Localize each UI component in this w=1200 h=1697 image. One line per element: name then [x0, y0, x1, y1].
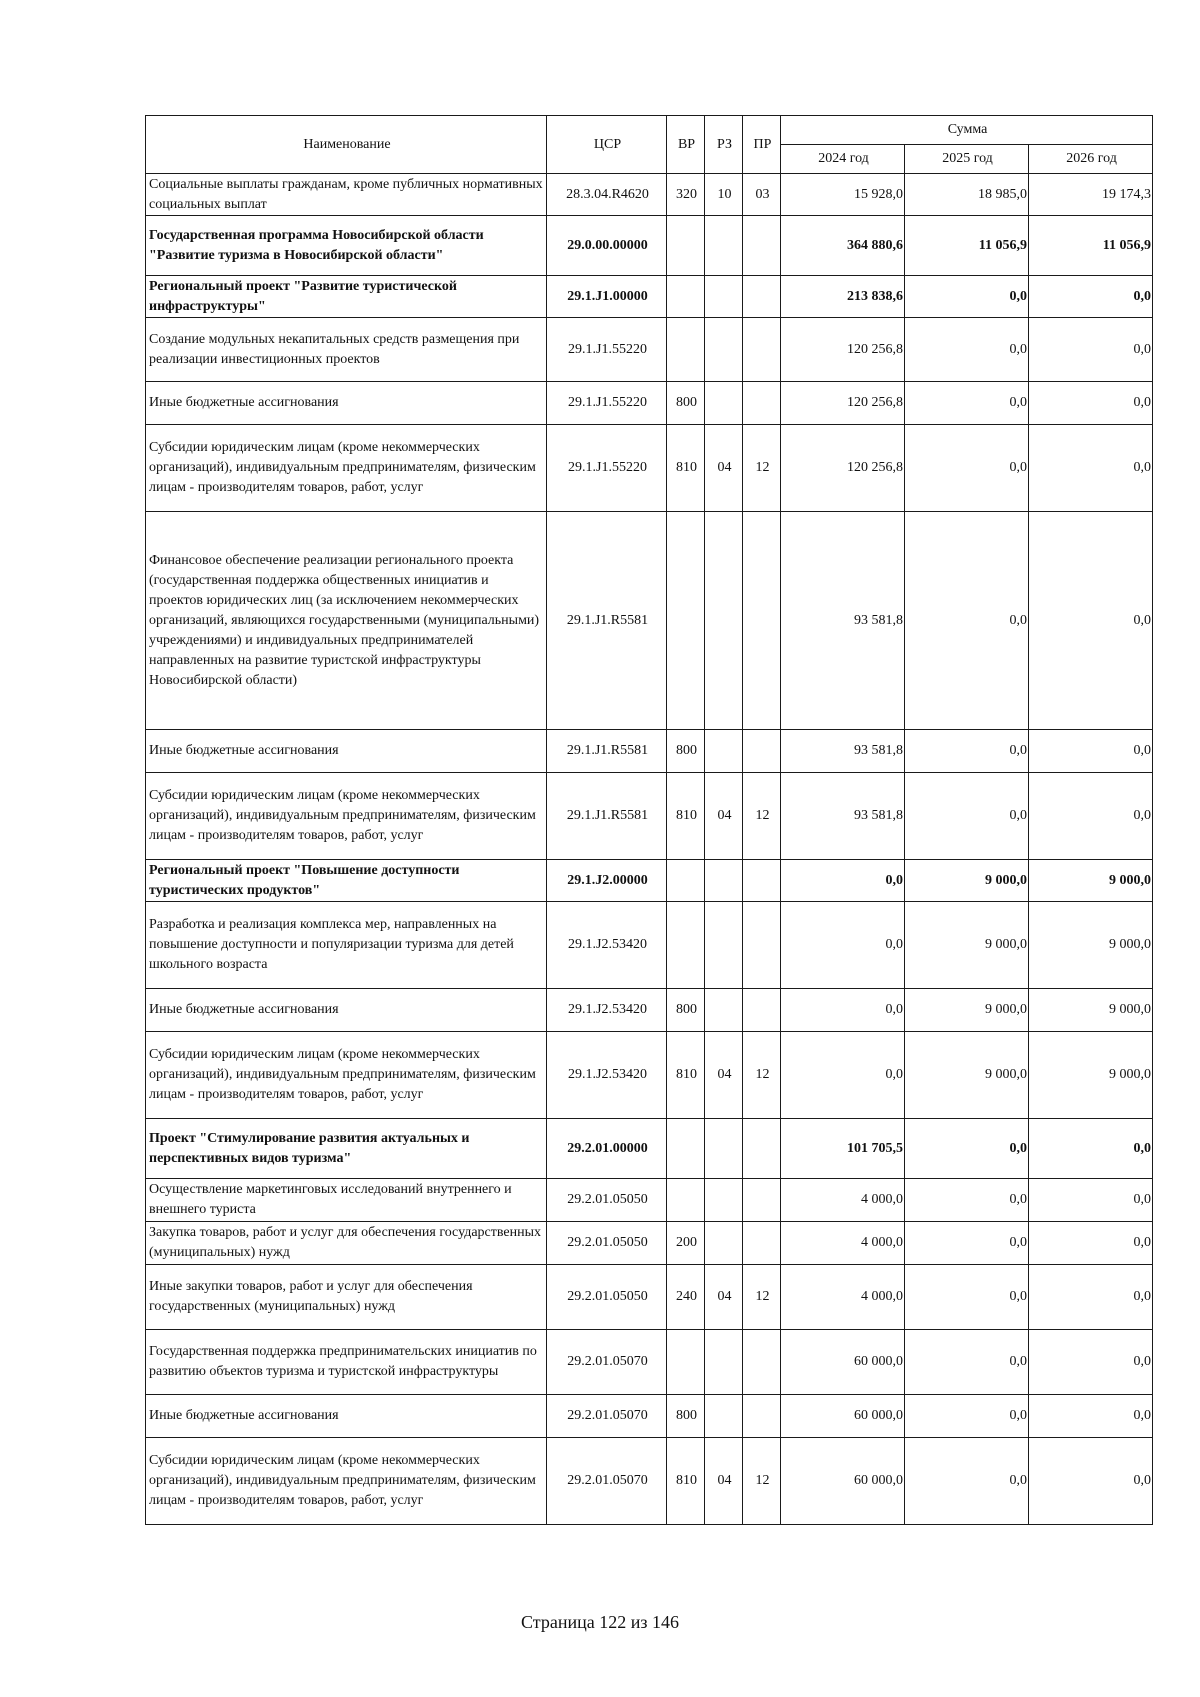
row-vr: 320: [667, 174, 705, 216]
row-2026: 0,0: [1029, 382, 1153, 425]
row-pr: [743, 989, 781, 1032]
row-2025: 0,0: [905, 276, 1029, 318]
row-rz: [705, 216, 743, 276]
row-vr: [667, 318, 705, 382]
row-rz: [705, 1222, 743, 1265]
table-row: [146, 382, 1153, 425]
row-2025: 0,0: [905, 1330, 1029, 1395]
row-pr: [743, 902, 781, 989]
row-pr: 12: [743, 1438, 781, 1525]
row-2024: 101 705,5: [781, 1119, 905, 1179]
row-name: Субсидии юридическим лицам (кроме некоммерческих организаций), индивидуальным предпринимателям, физическим лицам - производителям товаров, работ, услуг: [146, 1032, 547, 1119]
row-csr: 29.1.J1.R5581: [547, 512, 667, 730]
row-rz: [705, 860, 743, 902]
row-pr: [743, 276, 781, 318]
row-name: Социальные выплаты гражданам, кроме публичных нормативных социальных выплат: [146, 174, 547, 216]
row-2026: 0,0: [1029, 1330, 1153, 1395]
row-name: Иные бюджетные ассигнования: [146, 730, 547, 773]
row-csr: 29.1.J2.53420: [547, 1032, 667, 1119]
row-csr: 29.1.J2.53420: [547, 902, 667, 989]
row-2026: 0,0: [1029, 773, 1153, 860]
row-name: Иные бюджетные ассигнования: [146, 989, 547, 1032]
row-2024: 364 880,6: [781, 216, 905, 276]
row-2026: 9 000,0: [1029, 1032, 1153, 1119]
row-2024: 93 581,8: [781, 512, 905, 730]
row-rz: 04: [705, 1265, 743, 1330]
row-2024: 93 581,8: [781, 773, 905, 860]
table-row: [146, 1438, 1153, 1525]
row-vr: 800: [667, 1395, 705, 1438]
table-row: [146, 174, 1153, 216]
header-vr: ВР: [667, 116, 705, 174]
row-pr: [743, 512, 781, 730]
table-row: [146, 773, 1153, 860]
row-2026: 0,0: [1029, 1438, 1153, 1525]
header-year-2025: 2025 год: [905, 145, 1029, 174]
row-name: Финансовое обеспечение реализации регионального проекта (государственная поддержка общественных инициатив и проектов юридических лиц (за исключением некоммерческих организаций, являющихся государственными (муниципальными) учреждениями) и индивидуальных предпринимателей направленных на развитие туристской инфраструктуры Новосибирской области): [146, 512, 547, 730]
row-2025: 0,0: [905, 1265, 1029, 1330]
table-row: [146, 1119, 1153, 1179]
row-csr: 29.1.J2.00000: [547, 860, 667, 902]
row-rz: [705, 730, 743, 773]
row-vr: [667, 1330, 705, 1395]
table-row: [146, 318, 1153, 382]
table-row: [146, 1330, 1153, 1395]
row-2024: 0,0: [781, 860, 905, 902]
row-2024: 120 256,8: [781, 425, 905, 512]
row-2025: 9 000,0: [905, 989, 1029, 1032]
row-2026: 0,0: [1029, 512, 1153, 730]
row-name: Государственная поддержка предпринимательских инициатив по развитию объектов туризма и туристской инфраструктуры: [146, 1330, 547, 1395]
row-vr: 800: [667, 730, 705, 773]
row-rz: 04: [705, 425, 743, 512]
row-vr: [667, 512, 705, 730]
row-vr: 810: [667, 1438, 705, 1525]
row-csr: 29.2.01.05070: [547, 1438, 667, 1525]
row-pr: [743, 318, 781, 382]
table-header: [146, 116, 1153, 174]
row-name: Субсидии юридическим лицам (кроме некоммерческих организаций), индивидуальным предпринимателям, физическим лицам - производителям товаров, работ, услуг: [146, 1438, 547, 1525]
row-csr: 28.3.04.R4620: [547, 174, 667, 216]
row-2025: 0,0: [905, 425, 1029, 512]
page-number: Страница 122 из 146: [521, 1612, 679, 1632]
row-pr: 12: [743, 425, 781, 512]
row-2026: 0,0: [1029, 1395, 1153, 1438]
row-2025: 0,0: [905, 512, 1029, 730]
row-pr: [743, 1179, 781, 1222]
row-rz: [705, 902, 743, 989]
header-year-2026: 2026 год: [1029, 145, 1153, 174]
table-row: [146, 1395, 1153, 1438]
row-csr: 29.2.01.05050: [547, 1265, 667, 1330]
row-rz: 04: [705, 773, 743, 860]
row-vr: [667, 902, 705, 989]
row-name: Субсидии юридическим лицам (кроме некоммерческих организаций), индивидуальным предпринимателям, физическим лицам - производителям товаров, работ, услуг: [146, 773, 547, 860]
row-vr: [667, 276, 705, 318]
row-2026: 0,0: [1029, 730, 1153, 773]
table-row: [146, 902, 1153, 989]
row-csr: 29.1.J1.R5581: [547, 773, 667, 860]
row-2026: 11 056,9: [1029, 216, 1153, 276]
table-row: [146, 1179, 1153, 1222]
table-row: [146, 1265, 1153, 1330]
row-pr: [743, 216, 781, 276]
row-vr: 200: [667, 1222, 705, 1265]
row-name: Субсидии юридическим лицам (кроме некоммерческих организаций), индивидуальным предпринимателям, физическим лицам - производителям товаров, работ, услуг: [146, 425, 547, 512]
row-vr: 810: [667, 773, 705, 860]
row-2024: 120 256,8: [781, 382, 905, 425]
row-2025: 9 000,0: [905, 902, 1029, 989]
row-pr: [743, 730, 781, 773]
row-2024: 60 000,0: [781, 1330, 905, 1395]
row-2026: 0,0: [1029, 318, 1153, 382]
row-pr: [743, 1395, 781, 1438]
table-row: [146, 1222, 1153, 1265]
header-sum: Сумма: [781, 116, 1153, 145]
row-name: Осуществление маркетинговых исследований внутреннего и внешнего туриста: [146, 1179, 547, 1222]
header-pr: ПР: [743, 116, 781, 174]
row-rz: [705, 276, 743, 318]
row-vr: 240: [667, 1265, 705, 1330]
table-row: [146, 860, 1153, 902]
row-rz: [705, 989, 743, 1032]
table-row: [146, 276, 1153, 318]
row-vr: [667, 216, 705, 276]
table-row: [146, 425, 1153, 512]
row-name: Создание модульных некапитальных средств размещения при реализации инвестиционных проектов: [146, 318, 547, 382]
row-csr: 29.1.J1.55220: [547, 318, 667, 382]
row-name: Иные бюджетные ассигнования: [146, 1395, 547, 1438]
row-pr: 03: [743, 174, 781, 216]
row-2025: 18 985,0: [905, 174, 1029, 216]
table-row: [146, 730, 1153, 773]
table-row: [146, 512, 1153, 730]
row-csr: 29.2.01.05070: [547, 1395, 667, 1438]
row-2025: 0,0: [905, 1179, 1029, 1222]
table-row: [146, 1032, 1153, 1119]
row-2026: 19 174,3: [1029, 174, 1153, 216]
table-row: [146, 989, 1153, 1032]
row-csr: 29.2.01.05070: [547, 1330, 667, 1395]
row-2026: 9 000,0: [1029, 860, 1153, 902]
row-rz: [705, 318, 743, 382]
row-name: Иные закупки товаров, работ и услуг для обеспечения государственных (муниципальных) нужд: [146, 1265, 547, 1330]
row-csr: 29.1.J1.55220: [547, 425, 667, 512]
row-2024: 4 000,0: [781, 1222, 905, 1265]
row-csr: 29.2.01.05050: [547, 1222, 667, 1265]
header-name: Наименование: [146, 116, 547, 174]
row-pr: [743, 1330, 781, 1395]
row-rz: 10: [705, 174, 743, 216]
row-name: Закупка товаров, работ и услуг для обеспечения государственных (муниципальных) нужд: [146, 1222, 547, 1265]
table-body: [146, 174, 1153, 1525]
row-2025: 11 056,9: [905, 216, 1029, 276]
row-2024: 4 000,0: [781, 1265, 905, 1330]
row-pr: [743, 1222, 781, 1265]
row-rz: [705, 1395, 743, 1438]
table-row: [146, 216, 1153, 276]
header-csr: ЦСР: [547, 116, 667, 174]
row-2026: 9 000,0: [1029, 902, 1153, 989]
row-name: Государственная программа Новосибирской области "Развитие туризма в Новосибирской области": [146, 216, 547, 276]
row-2026: 0,0: [1029, 1222, 1153, 1265]
row-csr: 29.2.01.05050: [547, 1179, 667, 1222]
row-2025: 9 000,0: [905, 860, 1029, 902]
row-csr: 29.2.01.00000: [547, 1119, 667, 1179]
row-pr: 12: [743, 773, 781, 860]
row-rz: [705, 382, 743, 425]
row-2026: 0,0: [1029, 1179, 1153, 1222]
row-2024: 60 000,0: [781, 1438, 905, 1525]
row-2024: 4 000,0: [781, 1179, 905, 1222]
row-2025: 0,0: [905, 382, 1029, 425]
row-2024: 0,0: [781, 989, 905, 1032]
row-vr: 800: [667, 989, 705, 1032]
row-2024: 15 928,0: [781, 174, 905, 216]
row-2025: 0,0: [905, 1222, 1029, 1265]
row-vr: 810: [667, 1032, 705, 1119]
row-name: Разработка и реализация комплекса мер, направленных на повышение доступности и популяризации туризма для детей школьного возраста: [146, 902, 547, 989]
row-rz: 04: [705, 1032, 743, 1119]
row-2024: 120 256,8: [781, 318, 905, 382]
row-vr: 810: [667, 425, 705, 512]
row-rz: [705, 1119, 743, 1179]
row-pr: [743, 382, 781, 425]
row-name: Проект "Стимулирование развития актуальных и перспективных видов туризма": [146, 1119, 547, 1179]
row-2024: 213 838,6: [781, 276, 905, 318]
row-vr: [667, 1119, 705, 1179]
row-rz: [705, 512, 743, 730]
row-2026: 9 000,0: [1029, 989, 1153, 1032]
row-2024: 60 000,0: [781, 1395, 905, 1438]
row-vr: [667, 860, 705, 902]
row-2026: 0,0: [1029, 425, 1153, 512]
row-2025: 0,0: [905, 318, 1029, 382]
row-rz: 04: [705, 1438, 743, 1525]
row-pr: [743, 1119, 781, 1179]
row-2024: 0,0: [781, 1032, 905, 1119]
row-2025: 0,0: [905, 1119, 1029, 1179]
row-csr: 29.0.00.00000: [547, 216, 667, 276]
row-rz: [705, 1179, 743, 1222]
row-2025: 0,0: [905, 1395, 1029, 1438]
row-2026: 0,0: [1029, 276, 1153, 318]
row-2026: 0,0: [1029, 1119, 1153, 1179]
row-csr: 29.1.J1.55220: [547, 382, 667, 425]
row-2024: 93 581,8: [781, 730, 905, 773]
row-csr: 29.1.J1.00000: [547, 276, 667, 318]
row-name: Иные бюджетные ассигнования: [146, 382, 547, 425]
row-name: Региональный проект "Развитие туристической инфраструктуры": [146, 276, 547, 318]
row-2025: 9 000,0: [905, 1032, 1029, 1119]
row-2026: 0,0: [1029, 1265, 1153, 1330]
header-rz: РЗ: [705, 116, 743, 174]
row-2024: 0,0: [781, 902, 905, 989]
row-2025: 0,0: [905, 773, 1029, 860]
row-csr: 29.1.J1.R5581: [547, 730, 667, 773]
budget-table: [145, 115, 1153, 1525]
row-vr: [667, 1179, 705, 1222]
row-pr: 12: [743, 1032, 781, 1119]
header-year-2024: 2024 год: [781, 145, 905, 174]
row-rz: [705, 1330, 743, 1395]
row-2025: 0,0: [905, 730, 1029, 773]
row-vr: 800: [667, 382, 705, 425]
row-pr: [743, 860, 781, 902]
row-2025: 0,0: [905, 1438, 1029, 1525]
row-pr: 12: [743, 1265, 781, 1330]
row-csr: 29.1.J2.53420: [547, 989, 667, 1032]
row-name: Региональный проект "Повышение доступности туристических продуктов": [146, 860, 547, 902]
